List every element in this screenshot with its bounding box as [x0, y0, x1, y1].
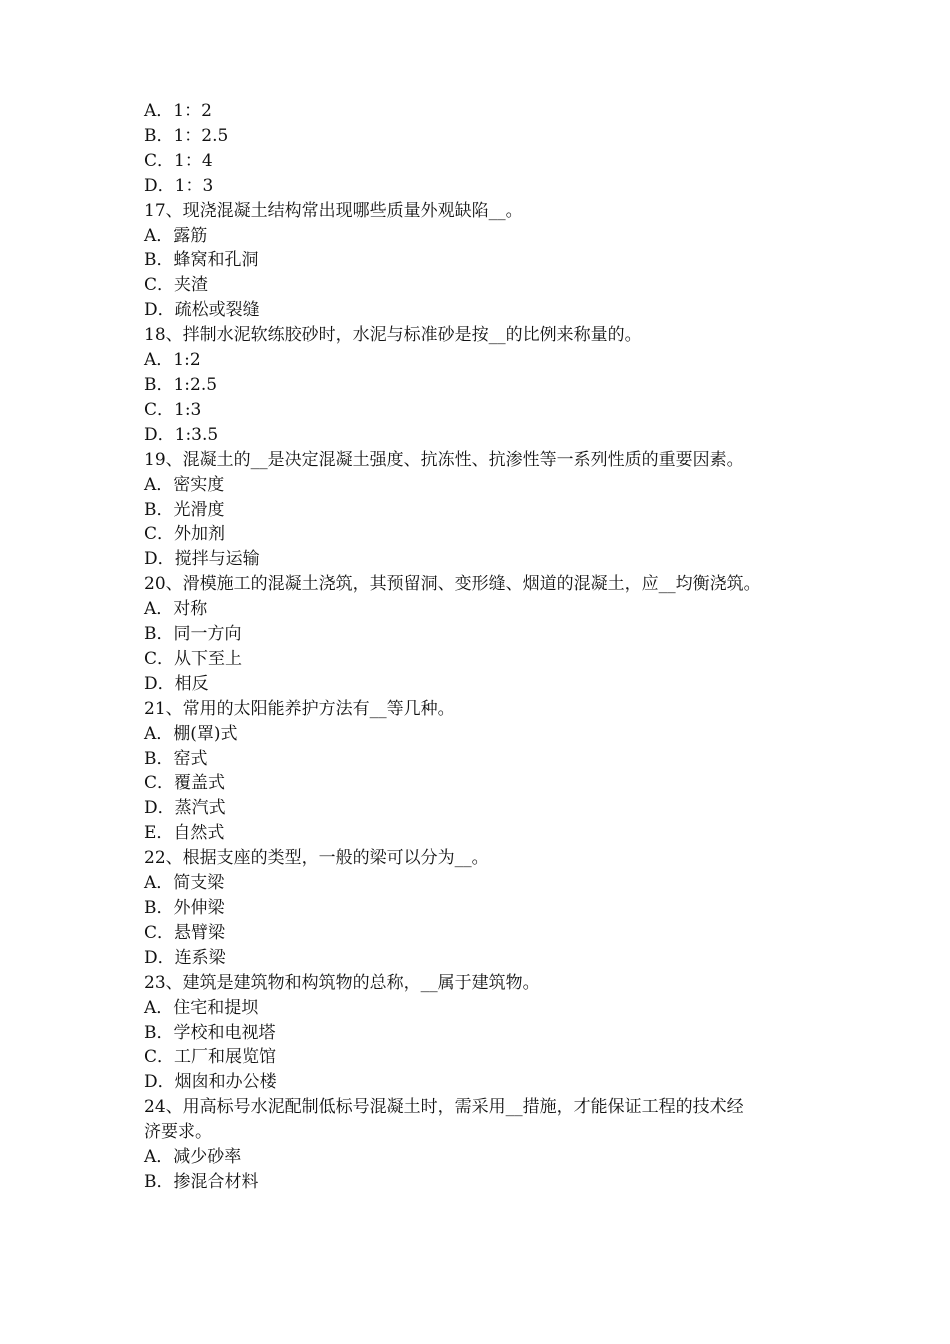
question-18: 18、拌制水泥软练胶砂时，水泥与标准砂是按__的比例来称量的。 [144, 325, 642, 346]
question-24-continued: 济要求。 [144, 1122, 212, 1143]
option-line: A．住宅和提坝 [144, 997, 259, 1018]
option-line: B．掺混合材料 [144, 1171, 259, 1192]
option-line: D．搅拌与运输 [144, 549, 260, 570]
option-line: E．自然式 [144, 823, 225, 844]
option-line: B．同一方向 [144, 624, 242, 645]
question-23: 23、建筑是建筑物和构筑物的总称，__属于建筑物。 [144, 972, 540, 993]
option-line: B．1：2.5 [144, 125, 229, 146]
option-line: D．蒸汽式 [144, 798, 226, 819]
option-line: C．1:3 [144, 399, 202, 420]
question-17: 17、现浇混凝土结构常出现哪些质量外观缺陷__。 [144, 200, 523, 221]
option-line: A．减少砂率 [144, 1147, 242, 1168]
option-line: C．覆盖式 [144, 773, 226, 794]
option-line: B．光滑度 [144, 499, 225, 520]
question-20: 20、滑模施工的混凝土浇筑，其预留洞、变形缝、烟道的混凝土，应__均衡浇筑。 [144, 574, 761, 595]
option-line: C．工厂和展览馆 [144, 1047, 277, 1068]
option-line: C．1：4 [144, 150, 213, 171]
option-line: D．1:3.5 [144, 424, 219, 445]
option-line: D．连系梁 [144, 947, 226, 968]
option-line: A．简支梁 [144, 873, 225, 894]
option-line: B．窑式 [144, 748, 208, 769]
option-line: C．外加剂 [144, 524, 226, 545]
option-line: B．学校和电视塔 [144, 1022, 276, 1043]
option-line: D．相反 [144, 673, 209, 694]
option-line: A．对称 [144, 599, 208, 620]
option-line: C．从下至上 [144, 648, 243, 669]
option-line: A．露筋 [144, 225, 208, 246]
option-line: B．蜂窝和孔洞 [144, 250, 259, 271]
question-24: 24、用高标号水泥配制低标号混凝土时，需采用__措施，才能保证工程的技术经 [144, 1097, 744, 1118]
option-line: C．夹渣 [144, 275, 209, 296]
option-line: A．1：2 [144, 101, 212, 121]
document-body [144, 99, 814, 1195]
option-line: C．悬臂梁 [144, 922, 226, 943]
option-line: D．1：3 [144, 175, 214, 196]
question-19: 19、混凝土的__是决定混凝土强度、抗冻性、抗渗性等一系列性质的重要因素。 [144, 449, 744, 470]
question-22: 22、根据支座的类型，一般的梁可以分为__。 [144, 848, 489, 869]
option-line: D．烟囱和办公楼 [144, 1072, 277, 1093]
option-line: D．疏松或裂缝 [144, 300, 260, 321]
option-line: A．密实度 [144, 474, 225, 495]
option-line: A．棚(罩)式 [144, 723, 238, 744]
question-21: 21、常用的太阳能养护方法有__等几种。 [144, 698, 455, 719]
option-line: A．1:2 [144, 350, 201, 371]
option-line: B．外伸梁 [144, 898, 225, 918]
option-line: B．1:2.5 [144, 374, 218, 395]
